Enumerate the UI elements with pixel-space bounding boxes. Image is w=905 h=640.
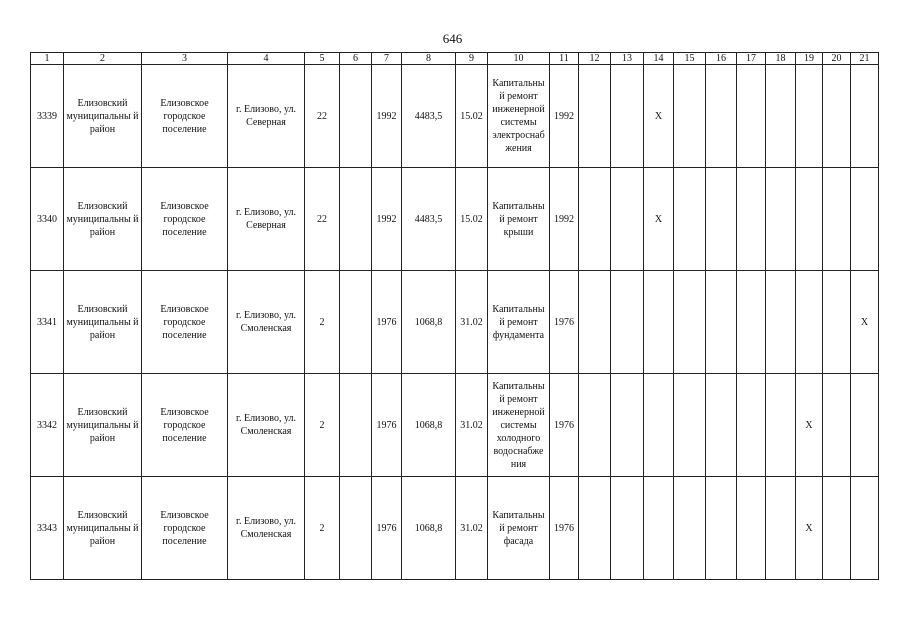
table-row (31, 374, 879, 477)
district-cell: Елизовский муниципальны й район (64, 374, 142, 477)
column-header: 11 (550, 53, 579, 65)
table-cell (737, 477, 766, 580)
record-number-cell: 3341 (31, 271, 64, 374)
table-row (31, 65, 879, 168)
table-cell (766, 374, 796, 477)
house-number-cell: 22 (305, 168, 340, 271)
house-number-cell: 2 (305, 477, 340, 580)
record-number-cell: 3342 (31, 374, 64, 477)
table-cell (823, 65, 851, 168)
table-cell (737, 374, 766, 477)
mark-cell: X (851, 271, 879, 374)
mark-cell: X (796, 374, 823, 477)
house-number-cell: 22 (305, 65, 340, 168)
table-cell (737, 168, 766, 271)
table-cell (766, 477, 796, 580)
street-cell: г. Елизово, ул. Смоленская (228, 374, 305, 477)
column-header: 19 (796, 53, 823, 65)
table-row (31, 477, 879, 580)
table-cell (737, 271, 766, 374)
year-cell: 1992 (550, 168, 579, 271)
record-number-cell: 3340 (31, 168, 64, 271)
mark-cell: X (644, 168, 674, 271)
column-header: 12 (579, 53, 611, 65)
table-cell (706, 374, 737, 477)
settlement-cell: Елизовское городское поселение (142, 271, 228, 374)
table-cell (611, 477, 644, 580)
street-cell: г. Елизово, ул. Смоленская (228, 477, 305, 580)
work-type-cell: Капитальны й ремонт инженерной системы электроснаб жения (488, 65, 550, 168)
mark-cell (644, 477, 674, 580)
table-cell (823, 168, 851, 271)
table-row (31, 271, 879, 374)
data-table (30, 52, 879, 580)
mark-cell (851, 374, 879, 477)
column-header: 9 (456, 53, 488, 65)
street-cell: г. Елизово, ул. Северная (228, 168, 305, 271)
column-header: 7 (372, 53, 402, 65)
house-number-cell: 2 (305, 271, 340, 374)
year-built-cell: 1976 (372, 271, 402, 374)
mark-cell (796, 168, 823, 271)
mark-cell (644, 271, 674, 374)
column-header: 10 (488, 53, 550, 65)
table-cell (766, 65, 796, 168)
column-header: 20 (823, 53, 851, 65)
mark-cell (644, 374, 674, 477)
table-cell (766, 168, 796, 271)
table-row (31, 168, 879, 271)
column-header: 18 (766, 53, 796, 65)
table-cell (340, 374, 372, 477)
table-cell (611, 374, 644, 477)
table-cell (766, 271, 796, 374)
table-cell (579, 65, 611, 168)
year-built-cell: 1976 (372, 374, 402, 477)
code-cell: 31.02 (456, 271, 488, 374)
column-header: 2 (64, 53, 142, 65)
column-header: 21 (851, 53, 879, 65)
district-cell: Елизовский муниципальны й район (64, 65, 142, 168)
table-cell (706, 65, 737, 168)
table-cell (823, 271, 851, 374)
table-cell (579, 168, 611, 271)
table-cell (706, 477, 737, 580)
table-cell (579, 374, 611, 477)
settlement-cell: Елизовское городское поселение (142, 168, 228, 271)
column-header: 6 (340, 53, 372, 65)
record-number-cell: 3343 (31, 477, 64, 580)
column-header: 5 (305, 53, 340, 65)
table-cell (340, 65, 372, 168)
area-cell: 1068,8 (402, 477, 456, 580)
work-type-cell: Капитальны й ремонт фасада (488, 477, 550, 580)
column-header: 17 (737, 53, 766, 65)
column-header: 15 (674, 53, 706, 65)
district-cell: Елизовский муниципальны й район (64, 168, 142, 271)
column-header: 8 (402, 53, 456, 65)
year-built-cell: 1976 (372, 477, 402, 580)
table-cell (674, 477, 706, 580)
year-built-cell: 1992 (372, 168, 402, 271)
year-cell: 1976 (550, 374, 579, 477)
table-cell (611, 271, 644, 374)
code-cell: 31.02 (456, 374, 488, 477)
settlement-cell: Елизовское городское поселение (142, 374, 228, 477)
table-cell (611, 168, 644, 271)
column-header: 3 (142, 53, 228, 65)
work-type-cell: Капитальны й ремонт фундамента (488, 271, 550, 374)
table-cell (340, 477, 372, 580)
area-cell: 1068,8 (402, 271, 456, 374)
work-type-cell: Капитальны й ремонт инженерной системы холодного водоснабже ния (488, 374, 550, 477)
record-number-cell: 3339 (31, 65, 64, 168)
table-cell (674, 374, 706, 477)
table-cell (340, 168, 372, 271)
table-cell (706, 168, 737, 271)
year-cell: 1976 (550, 271, 579, 374)
year-cell: 1976 (550, 477, 579, 580)
table-cell (674, 168, 706, 271)
column-header: 14 (644, 53, 674, 65)
page-number: 646 (442, 31, 463, 46)
table-cell (706, 271, 737, 374)
mark-cell (796, 65, 823, 168)
settlement-cell: Елизовское городское поселение (142, 65, 228, 168)
street-cell: г. Елизово, ул. Смоленская (228, 271, 305, 374)
code-cell: 31.02 (456, 477, 488, 580)
column-header: 4 (228, 53, 305, 65)
district-cell: Елизовский муниципальны й район (64, 271, 142, 374)
table-cell (674, 65, 706, 168)
table-cell (579, 271, 611, 374)
table-cell (823, 477, 851, 580)
mark-cell (851, 168, 879, 271)
column-header: 16 (706, 53, 737, 65)
table-cell (823, 374, 851, 477)
area-cell: 4483,5 (402, 168, 456, 271)
house-number-cell: 2 (305, 374, 340, 477)
code-cell: 15.02 (456, 65, 488, 168)
mark-cell (851, 65, 879, 168)
table-cell (611, 65, 644, 168)
work-type-cell: Капитальны й ремонт крыши (488, 168, 550, 271)
table-cell (340, 271, 372, 374)
table-cell (579, 477, 611, 580)
table-cell (674, 271, 706, 374)
settlement-cell: Елизовское городское поселение (142, 477, 228, 580)
column-header: 1 (31, 53, 64, 65)
year-built-cell: 1992 (372, 65, 402, 168)
area-cell: 1068,8 (402, 374, 456, 477)
code-cell: 15.02 (456, 168, 488, 271)
year-cell: 1992 (550, 65, 579, 168)
street-cell: г. Елизово, ул. Северная (228, 65, 305, 168)
mark-cell: X (644, 65, 674, 168)
table-cell (737, 65, 766, 168)
mark-cell: X (796, 477, 823, 580)
area-cell: 4483,5 (402, 65, 456, 168)
mark-cell (796, 271, 823, 374)
column-number-row (31, 53, 879, 65)
column-header: 13 (611, 53, 644, 65)
mark-cell (851, 477, 879, 580)
district-cell: Елизовский муниципальны й район (64, 477, 142, 580)
